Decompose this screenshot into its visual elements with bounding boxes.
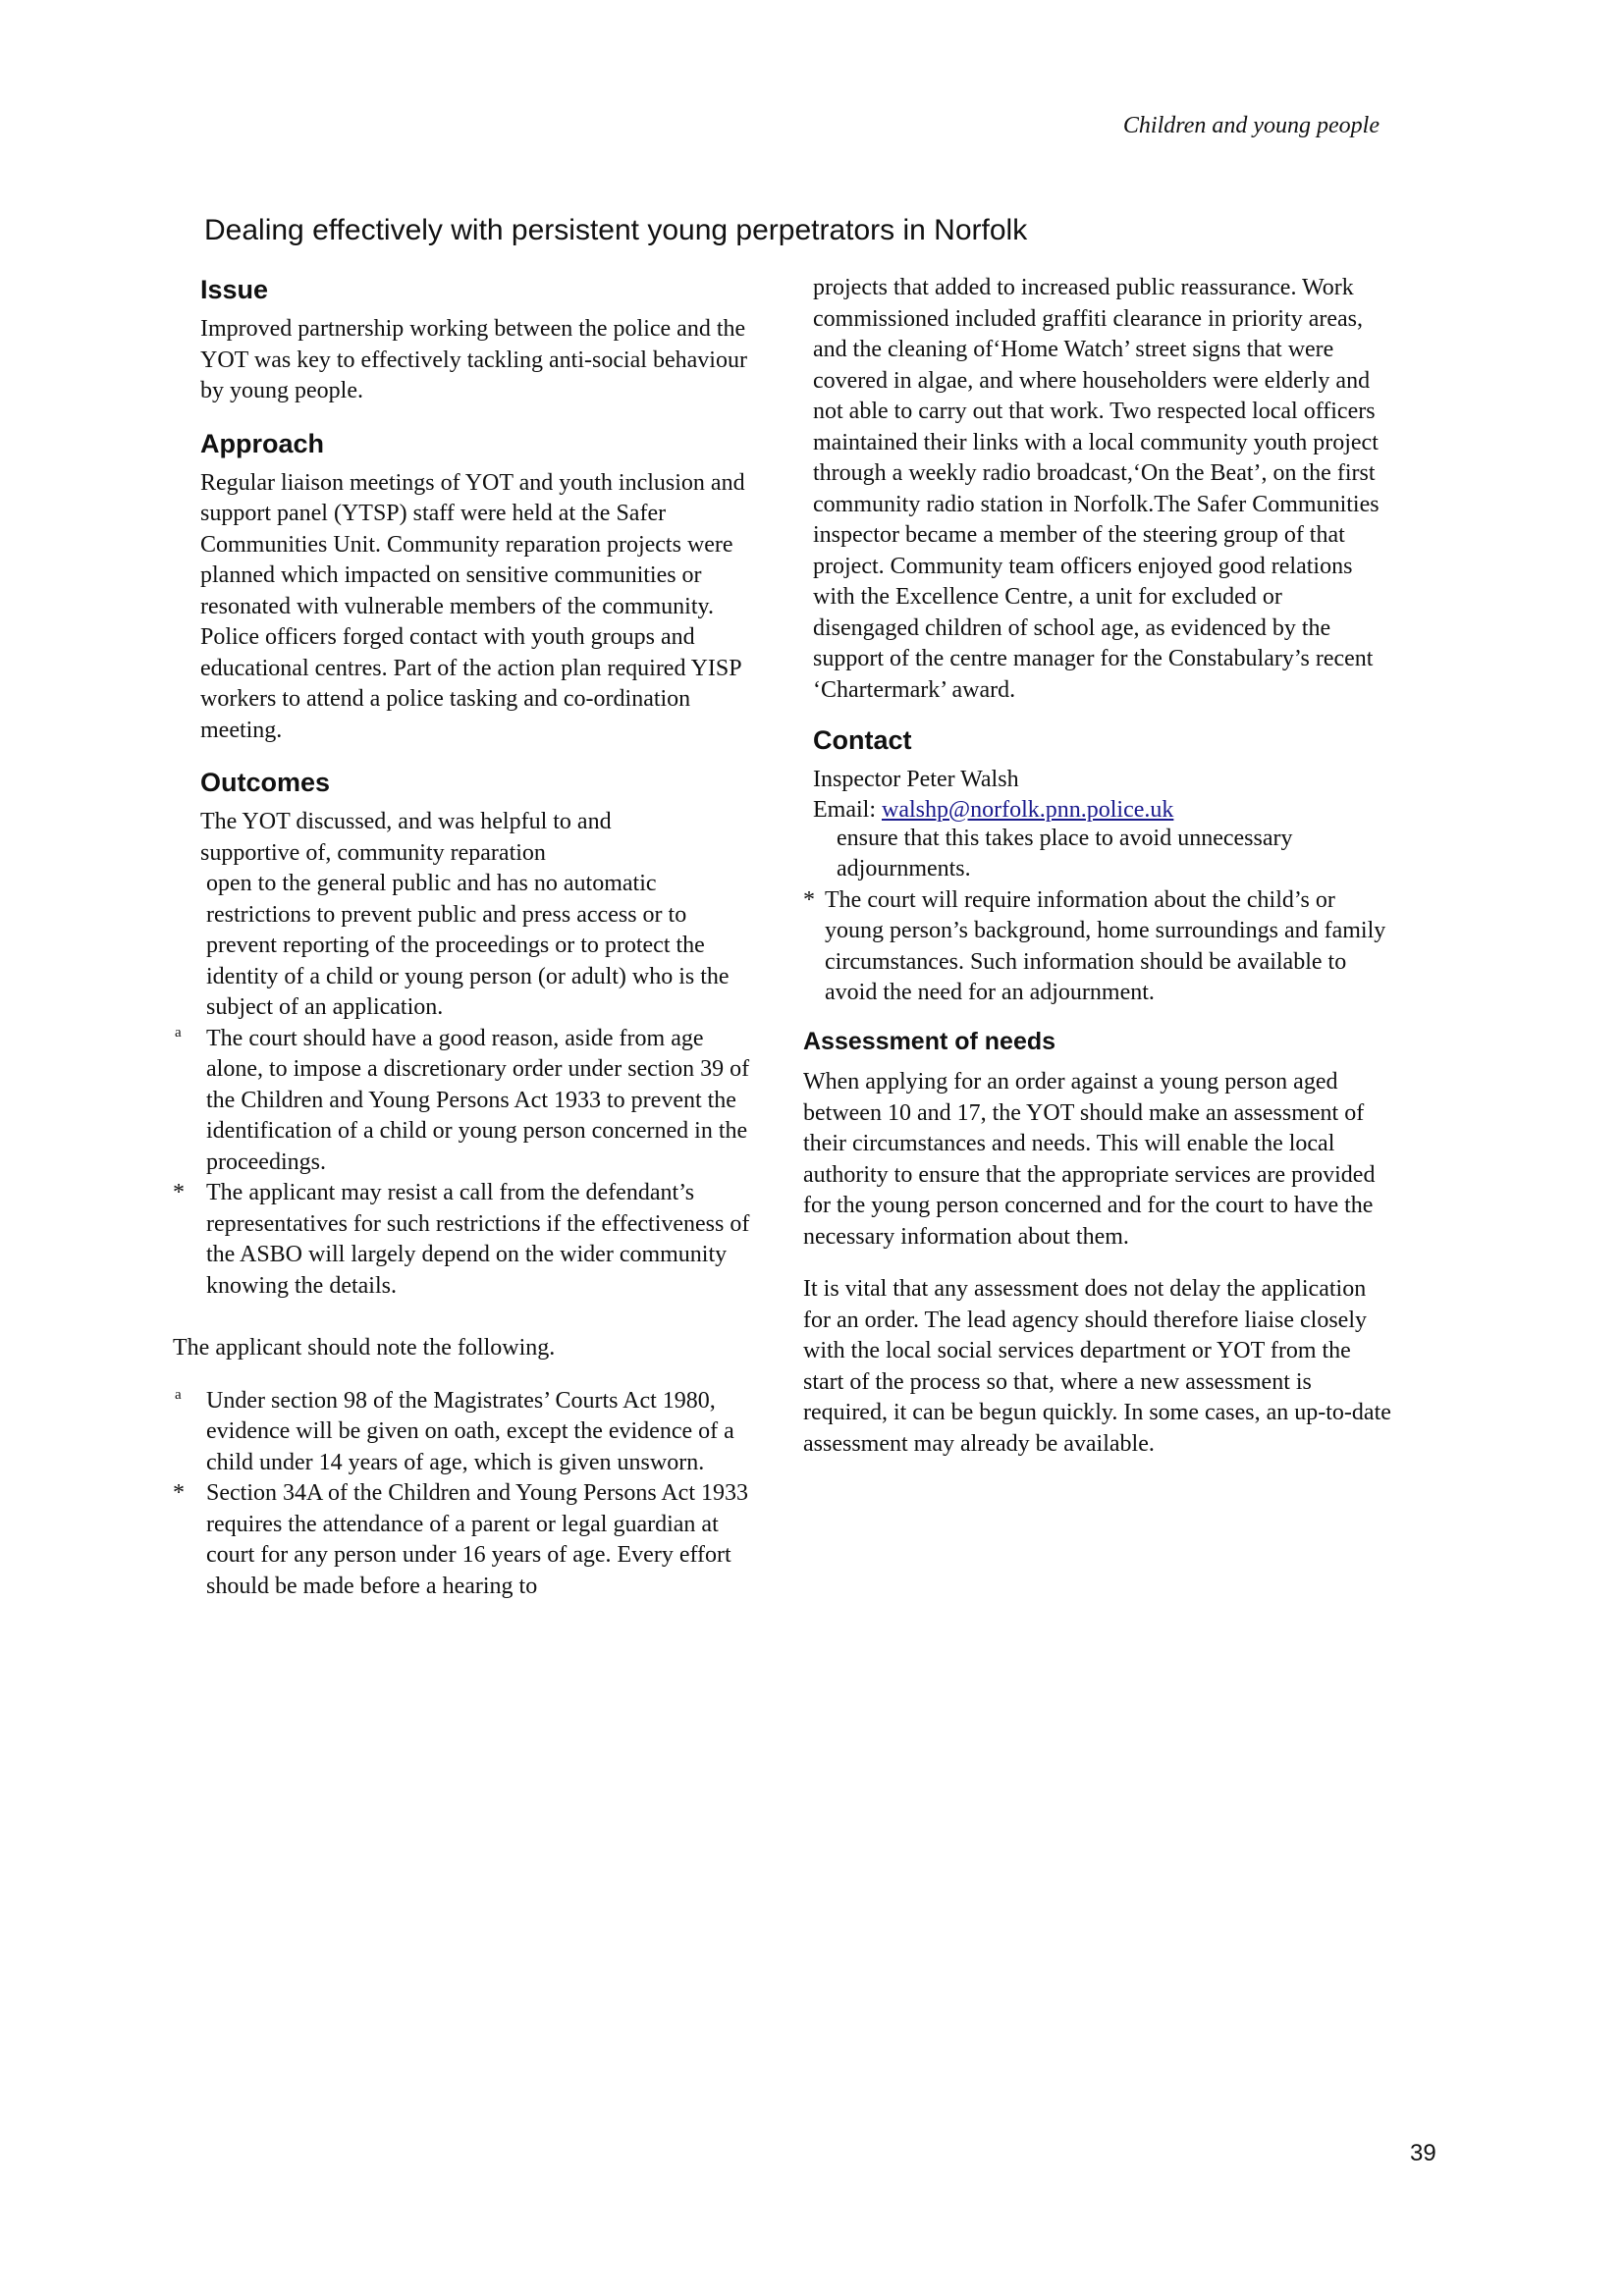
note-bullet-0 (173, 1386, 762, 1479)
bullet-text: The court will require information about the child’s or young person’s background, home surroundings and family circumstances. Such information should be available to avoid the need for an adjournment. (825, 886, 1386, 1005)
bullet-text: Section 34A of the Children and Young Persons Act 1933 requires the attendance of a parent or legal guardian at court for any person under 16 years of age. Every effort should be made before a hearing to (206, 1480, 748, 1599)
right-column (803, 273, 1392, 1481)
bullet-marker: * (173, 1480, 185, 1506)
approach-text: Regular liaison meetings of YOT and youth inclusion and support panel (YTSP) staff were held at the Safer Communities Unit. Community reparation projects were planned which impacted on sensitive communities or resonated with vulnerable members of the community. Police officers forged contact with youth groups and educational centres. Part of the action plan required YISP workers to attend a police tasking and co-ordination meeting. (200, 469, 745, 743)
assessment-para-2: It is vital that any assessment does not delay the application for an order. The lead agency should therefore liaise closely with the local social services department or YOT from the start of the process so that, where a new assessment is required, it can be begun quickly. In some cases, an up-to-date assessment may already be available. (803, 1276, 1391, 1457)
outcomes-text-continued: projects that added to increased public reassurance. Work commissioned included graffiti clearance in priority areas, and the cleaning of‘Home Watch’ street signs that were covered in algae, and where householders were elderly and not able to carry out that work. Two respected local officers maintained their links with a local community youth project through a weekly radio broadcast,‘On the Beat’, on the first community radio station in Norfolk.The Safer Communities inspector became a member of the steering group of that project. Community team officers enjoyed good relations with the Excellence Centre, a unit for excluded or disengaged children of school age, as evidenced by the support of the centre manager for the Constabulary’s recent ‘Chartermark’ award. (813, 275, 1380, 703)
email-label: Email: (813, 796, 882, 823)
right-bullet-1 (803, 885, 1392, 1009)
issue-heading: Issue (200, 275, 269, 304)
running-head: Children and young people (1122, 113, 1380, 138)
left-bullet-1 (173, 1024, 762, 1179)
outcomes-text-start: The YOT discussed, and was helpful to and supportive of, community reparation (200, 809, 612, 866)
bullet-marker: a (175, 1024, 182, 1041)
assessment-para-1: When applying for an order against a young person aged between 10 and 17, the YOT should make an assessment of their circumstances and needs. This will enable the local authority to ensure that the appropriate services are provided for the young person concerned and for the court to have the necessary information about them. (803, 1069, 1376, 1250)
email-link[interactable]: walshp@norfolk.pnn.police.uk (881, 796, 1174, 823)
contact-heading: Contact (813, 725, 912, 755)
contact-email-line (813, 796, 1392, 824)
bullet-text: ensure that this takes place to avoid unnecessary adjournments. (837, 825, 1293, 881)
bullet-text: The applicant may resist a call from the defendant’s representatives for such restrictions if the effectiveness of the ASBO will largely depend on the wider community knowing the details. (206, 1180, 750, 1299)
outcomes-heading: Outcomes (200, 768, 331, 797)
approach-heading: Approach (200, 428, 325, 458)
right-bullet-0 (803, 824, 1392, 885)
bullet-marker: * (173, 1180, 185, 1205)
bullet-text: Under section 98 of the Magistrates’ Courts Act 1980, evidence will be given on oath, except the evidence of a child under 14 years of age, which is given unsworn. (206, 1387, 734, 1475)
note-bullet-1 (173, 1478, 762, 1602)
page-number: 39 (1410, 2140, 1436, 2166)
bullet-text: open to the general public and has no automatic restrictions to prevent public and press access or to prevent reporting of the proceedings or to protect the identity of a child or young person (or adult) who is the subject of an application. (206, 871, 730, 1020)
assessment-heading: Assessment of needs (803, 1027, 1056, 1055)
left-bullet-2 (173, 1178, 762, 1302)
left-bullet-0 (173, 869, 762, 1024)
bullet-marker: * (803, 886, 815, 913)
contact-name: Inspector Peter Walsh (813, 767, 1019, 792)
left-column (173, 273, 762, 1602)
issue-text: Improved partnership working between the police and the YOT was key to effectively tackling anti-social behaviour by young people. (200, 316, 747, 403)
applicant-note: The applicant should note the following. (173, 1335, 556, 1361)
bullet-text: The court should have a good reason, aside from age alone, to impose a discretionary order under section 39 of the Children and Young Persons Act 1933 to prevent the identification of a child or young person concerned in the proceedings. (206, 1025, 750, 1175)
bullet-marker: a (175, 1386, 182, 1403)
page-title: Dealing effectively with persistent young perpetrators in Norfolk (204, 214, 1028, 246)
